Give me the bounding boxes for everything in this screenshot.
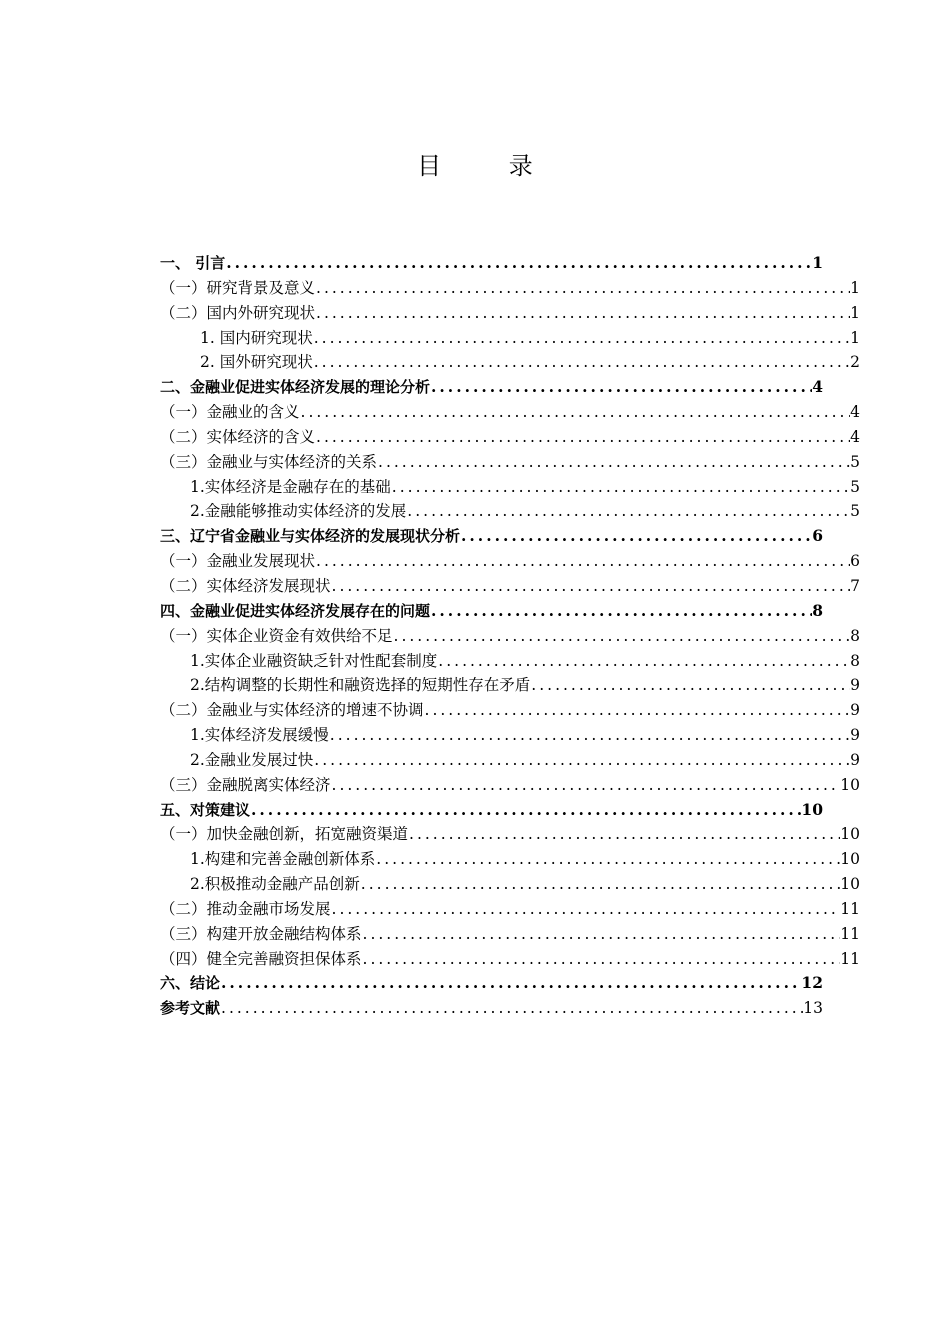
toc-entry[interactable] xyxy=(160,872,860,897)
toc-entry[interactable] xyxy=(160,673,860,698)
toc-entry-label: （二）国内外研究现状 xyxy=(160,303,316,322)
toc-entry-page: 2 xyxy=(850,353,860,372)
toc-entry-page: 9 xyxy=(850,750,860,769)
toc-leader-dots xyxy=(315,301,850,326)
toc-entry-page: 9 xyxy=(850,676,860,695)
toc-leader-dots xyxy=(315,549,850,574)
toc-entry-page: 5 xyxy=(850,502,860,521)
toc-entry[interactable] xyxy=(160,748,860,773)
toc-entry-label: 二、金融业促进实体经济发展的理论分析 xyxy=(160,378,431,397)
toc-leader-dots xyxy=(315,425,850,450)
toc-leader-dots xyxy=(430,375,812,400)
toc-leader-dots xyxy=(315,276,850,301)
toc-entry[interactable] xyxy=(160,326,860,351)
toc-entry-page: 11 xyxy=(840,899,860,918)
toc-entry[interactable] xyxy=(160,947,860,972)
toc-entry[interactable] xyxy=(160,276,860,301)
toc-entry-page: 4 xyxy=(850,403,860,422)
toc-entry[interactable] xyxy=(160,475,860,500)
toc-entry-page: 11 xyxy=(840,924,860,943)
toc-leader-dots xyxy=(313,748,850,773)
toc-entry-page: 1 xyxy=(850,328,860,347)
toc-entry-label: 六、结论 xyxy=(160,974,221,993)
toc-entry-label: 五、对策建议 xyxy=(160,800,251,819)
toc-entry[interactable] xyxy=(160,723,860,748)
toc-entry-label: 1.实体经济发展缓慢 xyxy=(190,726,329,745)
toc-leader-dots xyxy=(220,971,801,996)
toc-entry-page: 4 xyxy=(812,377,823,397)
toc-entry-page: 8 xyxy=(850,626,860,645)
toc-entry-page: 10 xyxy=(801,799,823,819)
toc-leader-dots xyxy=(460,524,812,549)
toc-entry[interactable] xyxy=(160,425,860,450)
toc-entry-page: 9 xyxy=(850,726,860,745)
toc-entry-label: （三）金融脱离实体经济 xyxy=(160,775,331,794)
toc-entry[interactable] xyxy=(160,599,823,624)
page-title: 目 录 xyxy=(417,152,563,180)
toc-leader-dots xyxy=(424,698,851,723)
toc-leader-dots xyxy=(250,798,801,823)
toc-leader-dots xyxy=(331,574,851,599)
toc-entry[interactable] xyxy=(160,698,860,723)
toc-entry[interactable] xyxy=(160,649,860,674)
toc-leader-dots xyxy=(331,897,841,922)
toc-entry-label: （一）实体企业资金有效供给不足 xyxy=(160,626,393,645)
toc-entry-page: 8 xyxy=(812,600,823,620)
toc-entry-label: 2.金融能够推动实体经济的发展 xyxy=(190,502,407,521)
toc-leader-dots xyxy=(225,251,812,276)
toc-entry-page: 12 xyxy=(801,973,823,993)
toc-entry-label: （一）研究背景及意义 xyxy=(160,278,316,297)
toc-leader-dots xyxy=(391,475,850,500)
toc-leader-dots xyxy=(300,400,851,425)
toc-entry-page: 6 xyxy=(812,526,823,546)
toc-entry[interactable] xyxy=(160,847,860,872)
toc-entry-label: 一、 引言 xyxy=(160,254,226,272)
toc-entry[interactable] xyxy=(160,350,860,375)
toc-entry-page: 9 xyxy=(850,701,860,720)
toc-leader-dots xyxy=(313,350,850,375)
toc-entry-page: 1 xyxy=(812,253,823,272)
toc-leader-dots xyxy=(430,599,812,624)
toc-entry[interactable] xyxy=(160,450,860,475)
toc-entry-label: 四、金融业促进实体经济发展存在的问题 xyxy=(160,601,431,620)
toc-leader-dots xyxy=(331,773,841,798)
toc-entry[interactable] xyxy=(160,524,823,549)
table-of-contents xyxy=(160,251,860,1021)
toc-entry-label: 1.实体经济是金融存在的基础 xyxy=(190,477,391,496)
toc-entry-label: 2.积极推动金融产品创新 xyxy=(190,875,360,894)
toc-entry-page: 10 xyxy=(840,775,860,794)
toc-entry-label: 1.构建和完善金融创新体系 xyxy=(190,850,376,869)
toc-leader-dots xyxy=(220,996,803,1021)
toc-entry-label: （一）金融业的含义 xyxy=(160,403,300,422)
toc-leader-dots xyxy=(406,499,850,524)
toc-entry-label: 参考文献 xyxy=(160,999,221,1018)
toc-entry-label: （二）实体经济发展现状 xyxy=(160,576,331,595)
toc-entry-page: 4 xyxy=(850,427,860,446)
toc-entry[interactable] xyxy=(160,822,860,847)
toc-entry-page: 7 xyxy=(850,576,860,595)
toc-entry[interactable] xyxy=(160,897,860,922)
toc-entry[interactable] xyxy=(160,773,860,798)
toc-entry-page: 11 xyxy=(840,949,860,968)
toc-entry-page: 13 xyxy=(803,999,823,1018)
toc-entry[interactable] xyxy=(160,971,823,996)
toc-entry[interactable] xyxy=(160,375,823,400)
toc-entry[interactable] xyxy=(160,251,823,276)
toc-leader-dots xyxy=(375,847,840,872)
toc-leader-dots xyxy=(408,822,840,847)
toc-entry[interactable] xyxy=(160,499,860,524)
toc-entry[interactable] xyxy=(160,549,860,574)
toc-entry-label: 1.实体企业融资缺乏针对性配套制度 xyxy=(190,651,438,670)
toc-entry-label: 2.结构调整的长期性和融资选择的短期性存在矛盾 xyxy=(190,676,531,695)
toc-entry-label: 2. 国外研究现状 xyxy=(200,353,313,372)
toc-leader-dots xyxy=(437,649,850,674)
toc-entry-page: 1 xyxy=(850,278,860,297)
toc-leader-dots xyxy=(362,947,841,972)
toc-leader-dots xyxy=(313,326,850,351)
toc-entry-page: 10 xyxy=(840,825,860,844)
toc-entry-label: （四）健全完善融资担保体系 xyxy=(160,949,362,968)
toc-entry-page: 8 xyxy=(850,651,860,670)
toc-entry-page: 5 xyxy=(850,452,860,471)
toc-entry-label: （三）金融业与实体经济的关系 xyxy=(160,452,378,471)
toc-entry-label: （二）实体经济的含义 xyxy=(160,427,316,446)
toc-entry[interactable] xyxy=(160,624,860,649)
toc-entry[interactable] xyxy=(160,301,860,326)
toc-leader-dots xyxy=(530,673,850,698)
toc-entry-label: 三、辽宁省金融业与实体经济的发展现状分析 xyxy=(160,527,461,546)
toc-entry-label: 1. 国内研究现状 xyxy=(200,328,313,347)
toc-leader-dots xyxy=(377,450,850,475)
toc-entry-page: 5 xyxy=(850,477,860,496)
toc-entry-label: （一）金融业发展现状 xyxy=(160,552,316,571)
toc-entry[interactable] xyxy=(160,996,823,1021)
toc-entry-label: （二）推动金融市场发展 xyxy=(160,899,331,918)
toc-leader-dots xyxy=(362,922,841,947)
toc-entry-page: 10 xyxy=(840,875,860,894)
toc-leader-dots xyxy=(329,723,850,748)
toc-entry[interactable] xyxy=(160,798,823,823)
toc-leader-dots xyxy=(360,872,840,897)
toc-entry[interactable] xyxy=(160,400,860,425)
toc-entry[interactable] xyxy=(160,574,860,599)
toc-entry[interactable] xyxy=(160,922,860,947)
toc-entry-page: 1 xyxy=(850,303,860,322)
toc-leader-dots xyxy=(393,624,851,649)
toc-entry-label: （二）金融业与实体经济的增速不协调 xyxy=(160,701,424,720)
toc-entry-page: 6 xyxy=(850,552,860,571)
toc-entry-label: （三）构建开放金融结构体系 xyxy=(160,924,362,943)
toc-entry-page: 10 xyxy=(840,850,860,869)
toc-entry-label: （一）加快金融创新，拓宽融资渠道 xyxy=(160,825,409,844)
toc-entry-label: 2.金融业发展过快 xyxy=(190,750,314,769)
